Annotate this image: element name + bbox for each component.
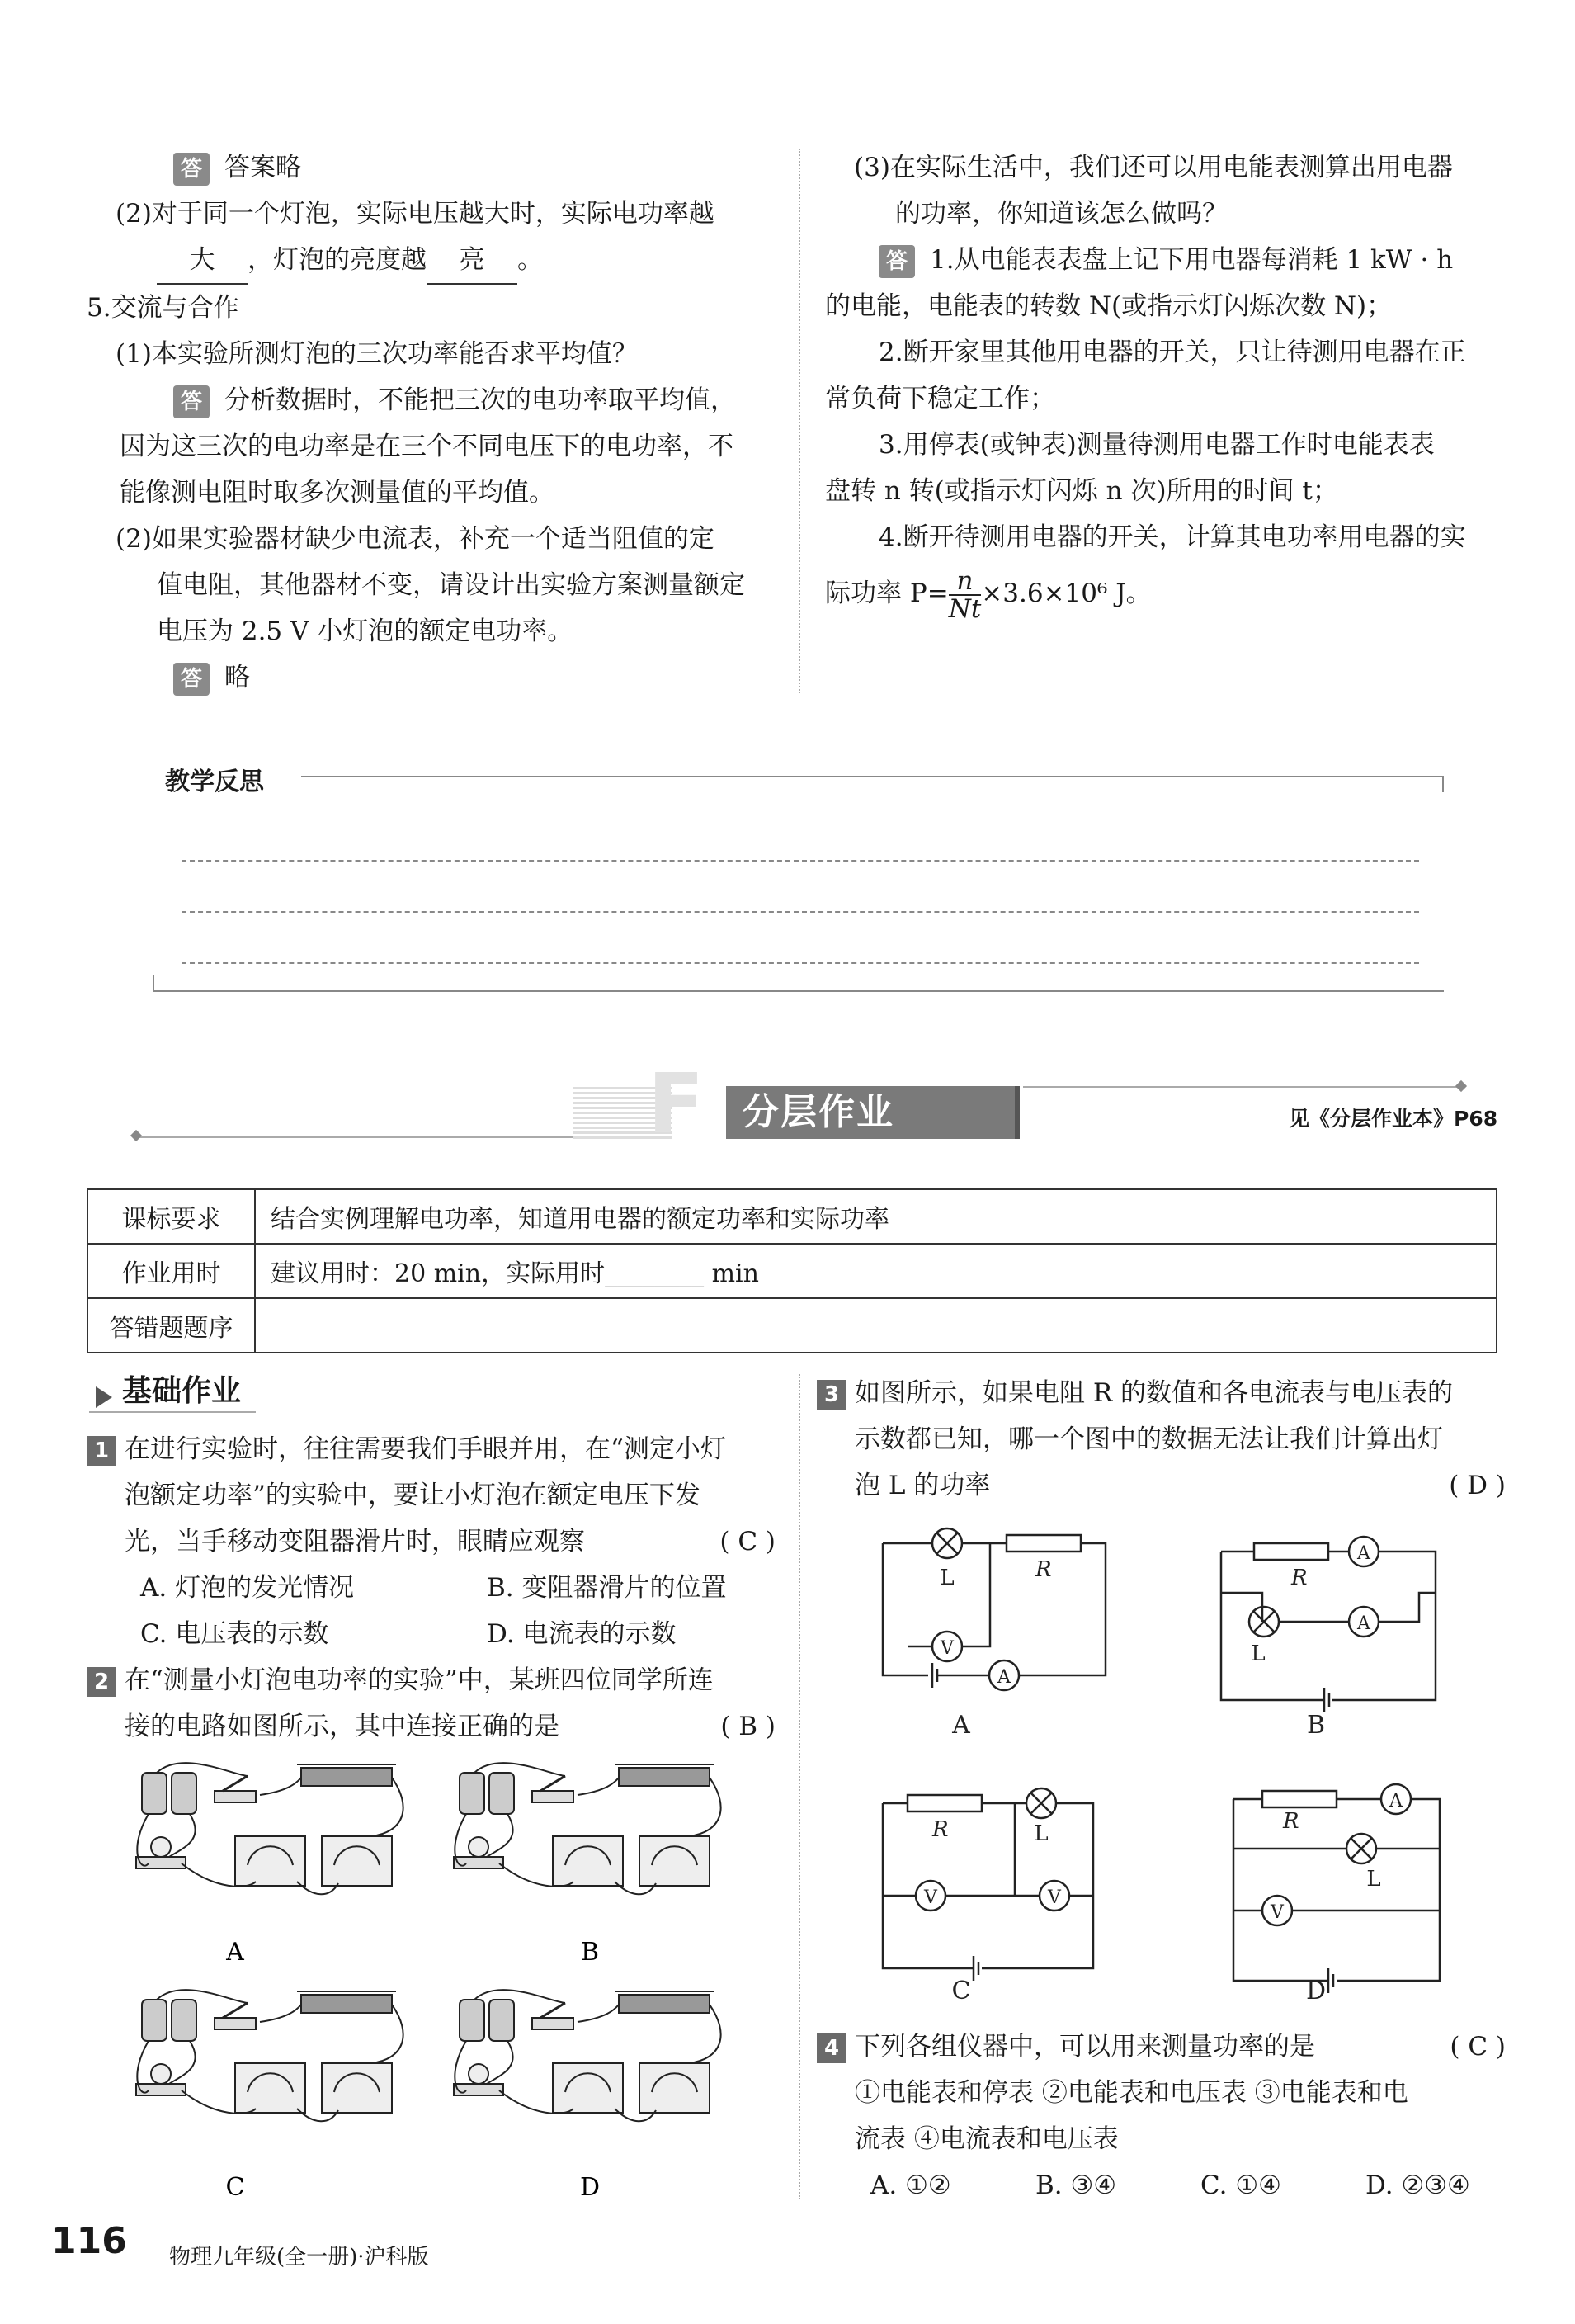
reflection-top-line [301, 776, 1444, 777]
svg-text:A: A [1357, 1543, 1370, 1564]
option-c: C. ①④ [1200, 2170, 1281, 2200]
banner-end-bar [1015, 1086, 1020, 1139]
table-row: 答错题题序 [87, 1298, 1497, 1353]
answer-badge: 答 [879, 245, 915, 278]
apparatus-b [454, 1763, 721, 1894]
apparatus-a [136, 1763, 403, 1894]
blank-answer: 亮 [427, 237, 517, 285]
svg-text:R: R [1291, 1566, 1308, 1590]
figure-caption: C [951, 1977, 971, 2005]
svg-text:L: L [1366, 1867, 1381, 1892]
answer-text: 能像测电阻时取多次测量值的平均值。 [120, 478, 554, 508]
blank-answer: 大 [157, 237, 248, 285]
answer-text: 2.断开家里其他用电器的开关，只让待测用电器在正 [879, 338, 1466, 367]
writing-line [182, 911, 1419, 913]
right-column [825, 144, 1526, 626]
svg-text:V: V [1271, 1902, 1284, 1923]
circuit-figures [858, 1519, 1485, 2014]
question-text: (2)如果实验器材缺少电流表，补充一个适当阻值的定 [116, 524, 714, 554]
option-b: B. 变阻器滑片的位置 [487, 1573, 727, 1603]
figure-caption: D [1305, 1977, 1327, 2005]
answer-badge: 答 [173, 385, 210, 418]
option-d: D. 电流表的示数 [487, 1619, 677, 1649]
page-number: 116 [51, 2220, 127, 2262]
book-title: 物理九年级(全一册)·沪科版 [169, 2245, 429, 2270]
circuit-c [883, 1788, 1093, 1981]
figure-caption: A [952, 1711, 970, 1740]
banner-dot [1455, 1080, 1467, 1092]
answer-line: 答 答案略 [87, 144, 788, 191]
option-a: A. ①② [870, 2170, 951, 2200]
table-row: 课标要求 结合实例理解电功率，知道用电器的额定功率和实际功率 [87, 1189, 1497, 1244]
answer-text: 3.用停表(或钟表)测量待测用电器工作时电能表表 [879, 430, 1435, 460]
question-text: 电压为 2.5 V 小灯泡的额定电功率。 [157, 616, 573, 646]
column-divider [799, 149, 800, 693]
fill-blank-line: 大 ，灯泡的亮度越 亮 。 [87, 237, 788, 285]
answer-text: 因为这三次的电功率是在三个不同电压下的电功率，不 [120, 432, 733, 461]
option-d: D. ②③④ [1365, 2170, 1470, 2200]
svg-text:R: R [1283, 1809, 1299, 1834]
question-number: 4 [817, 2034, 846, 2063]
answer-badge: 答 [173, 153, 210, 186]
svg-text:R: R [932, 1817, 949, 1842]
apparatus-figures [132, 1758, 759, 2220]
answer-line: 答 分析数据时，不能把三次的电功率取平均值， [87, 377, 788, 423]
left-column [87, 144, 788, 701]
fraction: $\frac{n}{Nt}$ [948, 565, 982, 624]
figure-caption: A [226, 1938, 244, 1967]
option-c: C. 电压表的示数 [140, 1619, 329, 1649]
question-1: 1 在进行实验时，往往需要我们手眼并用，在“测定小灯 泡额定功率”的实验中，要让小灯泡在额定电压下发 光，当手移动变阻器滑片时，眼睛应观察 ( C ) A. 灯泡的发光情况 B. 变阻器滑片的位置 C. 电压表的示数 D. 电流表的示数 [87, 1426, 776, 1657]
question-2: 2 在“测量小灯泡电功率的实验”中，某班四位同学所连 接的电路如图所示，其中连接正确的是 ( B ) [87, 1657, 776, 1750]
svg-text:A: A [997, 1667, 1011, 1688]
answer-text: 盘转 n 转(或指示灯闪烁 n 次)所用的时间 t； [825, 476, 1338, 506]
svg-text:L: L [1251, 1641, 1266, 1666]
question-text: (3)在实际生活中，我们还可以用电能表测算出用电器 [854, 153, 1453, 182]
banner-letter-icon: F [648, 1056, 705, 1152]
figure-caption: D [579, 2173, 601, 2202]
question-number: 3 [817, 1380, 846, 1410]
svg-text:V: V [924, 1887, 937, 1908]
figure-caption: B [580, 1938, 600, 1967]
svg-text:A: A [1357, 1613, 1370, 1634]
question-text: 的功率，你知道该怎么做吗？ [895, 199, 1228, 229]
figure-caption: B [1306, 1711, 1326, 1740]
svg-text:L: L [1034, 1821, 1049, 1846]
apparatus-c [136, 1990, 403, 2121]
circuit-d [1233, 1784, 1440, 1993]
answer-text: 4.断开待测用电器的开关，计算其电功率用电器的实 [879, 522, 1466, 552]
reflection-title: 教学反思 [165, 768, 264, 796]
section-title: 5.交流与合作 [87, 293, 239, 323]
option-b: B. ③④ [1035, 2170, 1117, 2200]
svg-text:V: V [1048, 1887, 1061, 1908]
column-divider [799, 1374, 800, 2199]
answer-text: 常负荷下稳定工作； [825, 384, 1055, 413]
reflection-bottom-line [153, 990, 1444, 992]
svg-text:L: L [940, 1566, 955, 1590]
question-number: 1 [87, 1436, 116, 1466]
question-number: 2 [87, 1667, 116, 1697]
question-3: 3 如图所示，如果电阻 R 的数值和各电流表与电压表的 示数都已知，哪一个图中的数据无法让我们计算出灯 泡 L 的功率 ( D ) [817, 1370, 1506, 1509]
question-4: 4 下列各组仪器中，可以用来测量功率的是 ( C ) ①电能表和停表 ②电能表和电压表 ③电能表和电 流表 ④电流表和电压表 A. ①② B. ③④ C. ①④ D. ②③④ [817, 2024, 1506, 2208]
answer-choice: ( B ) [720, 1712, 776, 1741]
apparatus-d [454, 1990, 721, 2121]
answer-badge: 答 [173, 663, 210, 696]
svg-text:V: V [941, 1638, 954, 1659]
svg-text:A: A [1389, 1791, 1403, 1811]
question-text: (1)本实验所测灯泡的三次功率能否求平均值？ [116, 339, 638, 369]
option-a: A. 灯泡的发光情况 [140, 1573, 355, 1603]
banner-title: 分层作业 [743, 1091, 894, 1133]
svg-text:R: R [1035, 1557, 1052, 1582]
reflection-corner [153, 975, 154, 992]
answer-choice: ( D ) [1449, 1471, 1506, 1500]
banner-line-right [1023, 1086, 1460, 1088]
banner-line-left [136, 1136, 590, 1138]
answer-choice: ( C ) [1450, 2032, 1506, 2062]
answer-line: 答 1.从电能表表盘上记下用电器每消耗 1 kW · h [825, 237, 1526, 283]
requirement-table [87, 1188, 1497, 1353]
figure-caption: C [225, 2173, 245, 2202]
basic-section-header: 基础作业 [89, 1372, 256, 1413]
banner-dot [130, 1130, 142, 1141]
circuit-b [1221, 1537, 1436, 1712]
answer-line: 答 略 [87, 654, 788, 701]
formula-line: 际功率 P= $\frac{n}{Nt}$ ×3.6×10⁶ J。 [825, 565, 1152, 624]
reflection-corner [1442, 776, 1444, 792]
writing-line [182, 860, 1419, 862]
question-text: (2)对于同一个灯泡，实际电压越大时，实际电功率越 [116, 199, 714, 229]
circuit-a [883, 1528, 1106, 1690]
writing-line [182, 962, 1419, 964]
table-row: 作业用时 建议用时：20 min，实际用时________ min [87, 1244, 1497, 1298]
question-text: 值电阻，其他器材不变，请设计出实验方案测量额定 [157, 570, 745, 600]
arrow-icon [96, 1386, 112, 1408]
answer-choice: ( C ) [719, 1527, 776, 1556]
workbook-reference: 见《分层作业本》P68 [1289, 1107, 1498, 1131]
answer-text: 的电能，电能表的转数 N(或指示灯闪烁次数 N)； [825, 291, 1393, 321]
